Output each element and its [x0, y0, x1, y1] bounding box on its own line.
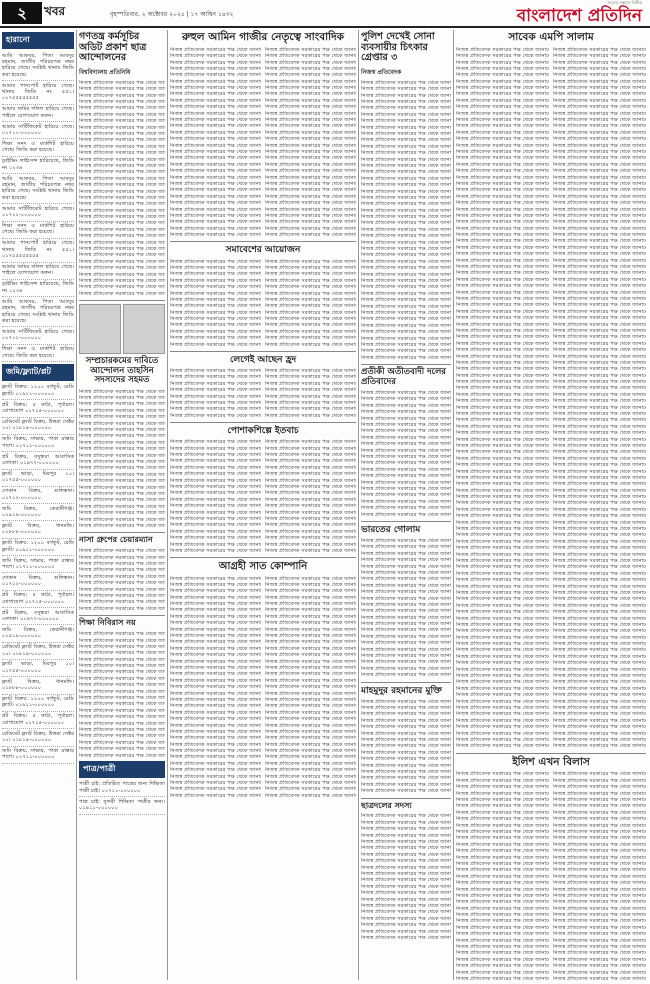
headline: পুলিশ দেখেই সোনা ব্যবসায়ীর চিৎকার গ্রেপ্তার ৩	[361, 31, 435, 64]
two-col-text	[170, 47, 356, 239]
two-col-text	[170, 368, 356, 419]
headline: আগ্রহী সাত কোম্পানি	[218, 561, 308, 573]
divider	[79, 615, 165, 616]
classified-item: দোকান বিক্রয়, গুলিস্তান। ০১৭১২-০০০০০০	[2, 573, 74, 590]
column-rule	[76, 30, 77, 980]
classified-item: রেডিমেট ফ্ল্যাট বিক্রয়, উত্তরা সেক্টর ১০। ০১৮১৯-০০০০০০	[2, 418, 74, 435]
headline: ইলিশ এখন বিলাস	[512, 755, 590, 768]
classified-item: আমি আকবর, পিতা আবদুর রহমান, জাতীয় পরিচয়পত্র নম্বর হারিয়ে গেছে। সংশ্লিষ্ট থানায় জিডি করা হয়েছে।	[2, 297, 74, 327]
article-body	[456, 771, 549, 980]
byline: নিজস্ব প্রতিবেদক	[361, 68, 402, 76]
headline: লেগেই আছেন হ্রদ	[229, 355, 297, 366]
classified-heading-lost: হারানো	[2, 32, 74, 49]
column-2	[79, 30, 165, 980]
classified-item: আমার জমির দলিল হারিয়ে গেছে। পাইলে যোগাযোগ করুন।	[2, 263, 74, 280]
article-body	[79, 389, 165, 530]
classified-item: পাত্র চাই: সুন্দরী শিক্ষিতা পাত্রীর জন্য। ০১৯১১-০০০০০০	[79, 797, 165, 814]
byline: বিশ্ববিদ্যালয় প্রতিনিধি	[79, 68, 131, 76]
column-5	[361, 30, 451, 980]
classified-item: জমি বিক্রয়, সাভার, পাকা রাস্তার পাশে। ০১৭১১-০০০০০০	[2, 435, 74, 452]
classified-item: ড্রাইভিং লাইসেন্স হারিয়েছে, জিডি নং ১২৩৪	[2, 280, 74, 297]
classified-item: দোকান বিক্রয়, গুলিস্তান। ০১৭১২-০০০০০০	[2, 487, 74, 504]
classified-heading-matrimony: পাত্র/পাত্রী	[79, 761, 165, 778]
center-block	[170, 30, 356, 980]
classified-item: আমার সার্টিফিকেট হারিয়ে গেছে। ০১৭১১-০০০০০০	[2, 122, 74, 139]
classified-item: রেডিমেট ফ্ল্যাট বিক্রয়, উত্তরা সেক্টর ১০। ০১৮১৯-০০০০০০	[2, 643, 74, 660]
page-header	[0, 0, 650, 28]
headline: গণতন্ত্র কর্মসূচির অডিট প্রকাশ ছাত্র আন্দোলনের	[79, 31, 147, 64]
column-rule	[453, 30, 454, 980]
headline: শিক্ষা নিবিরাস নয়	[79, 618, 136, 628]
headline: ভারতের গোলাম	[361, 524, 421, 535]
article-body	[361, 699, 451, 795]
classified-item: আমার সার্টিফিকেট হারিয়ে গেছে। ০১৭১১-০০০০০০	[2, 327, 74, 344]
classified-item: শিক্ষা সনদ ও মার্কশিট হারিয়ে গেছে। জিডি করা হয়েছে।	[2, 139, 74, 156]
headline: সম্প্রচারকমের দাবিতে আন্দোলন তাহসিন সদস্যদের সহমত	[85, 356, 159, 386]
article-body	[170, 47, 261, 239]
divider	[79, 532, 165, 533]
classified-item: আমার জমির দলিল হারিয়ে গেছে। পাইলে যোগাযোগ করুন।	[2, 105, 74, 122]
divider	[170, 422, 356, 423]
divider	[361, 798, 451, 799]
two-col-text	[170, 576, 356, 800]
headline: রুহুল আমিন গাজীর নেতৃত্বে সাংবাদিক	[181, 31, 344, 43]
classified-item: শিক্ষা সনদ ও মার্কশিট হারিয়ে গেছে। জিডি করা হয়েছে।	[2, 345, 74, 362]
article-body	[170, 576, 261, 800]
classified-item: জমি বিক্রয়, সাভার, পাকা রাস্তার পাশে। ০১৭১১-০০০০০০	[2, 556, 74, 573]
logo-name: বাংলাদেশ প্রতিদিন	[516, 6, 642, 26]
divider	[361, 521, 451, 522]
headline: ছাত্রদলের সদস্য	[361, 800, 412, 810]
classified-item: শিক্ষা সনদ ও মার্কশিট হারিয়ে গেছে। জিডি করা হয়েছে।	[2, 222, 74, 239]
divider	[79, 300, 165, 301]
portrait-photo	[79, 304, 121, 354]
classified-item: ফ্ল্যাট ভাড়া, মিরপুর ১০। ০১৭৫৫-০০০০০০	[2, 660, 74, 677]
article-body	[170, 368, 261, 419]
headline: প্রতীকী অতীতবাদী দলের প্রতিবাদের	[361, 367, 446, 387]
classified-item: পাত্রী চাই: প্রতিষ্ঠিত পাত্রের জন্য শিক্ষিতা পাত্রী চাই। ০১৭১১-০০০০০০	[79, 780, 165, 797]
article-body	[361, 390, 451, 518]
article-body	[553, 771, 646, 980]
classified-item: আমি আকবর, পিতা আবদুর রহমান, জাতীয় পরিচয়পত্র নম্বর হারিয়ে গেছে। সংশ্লিষ্ট থানায় জিডি করা হয়েছে।	[2, 51, 74, 81]
article-body	[361, 813, 451, 941]
divider	[361, 682, 451, 683]
classified-item: ফ্ল্যাট বিক্রয়: ১২০০ বর্গফুট, রেডি ফ্ল্যাট। ০১৯১১-০০০০০০	[2, 539, 74, 556]
headline: মাহমুদুর রহমানের মুক্তি	[361, 685, 442, 696]
article-body	[265, 47, 356, 239]
classified-item: জমি বিক্রয়, সাভার, পাকা রাস্তার পাশে। ০১৭১১-০০০০০০	[2, 747, 74, 764]
column-rule	[358, 30, 359, 980]
article-body	[553, 47, 646, 750]
classified-item: রেডিমেট ফ্ল্যাট বিক্রয়, উত্তরা সেক্টর ১০। ০১৮১৯-০০০০০০	[2, 729, 74, 746]
logo-tagline: সত্যের সন্ধানে নির্ভীক	[607, 0, 642, 5]
two-col-text	[170, 259, 356, 348]
photo-pair	[79, 304, 165, 354]
classified-item: আমার পাসপোর্ট হারিয়ে গেছে। থানায় জিডি নং ৫৫১। ০১৭৫৫৫৫৫৫৫৫	[2, 239, 74, 263]
classified-item: জমি বিক্রয়, কেরানীগঞ্জ। ০১৯১৯-০০০০০০	[2, 625, 74, 642]
dateline: বৃহস্পতিবার, ২ অক্টোবর ২০২৫ | ১৭ আশ্বিন ১৪৩২	[110, 11, 234, 18]
classified-item: ফ্ল্যাট বিক্রয়: ১২০০ বর্গফুট, রেডি ফ্ল্যাট। ০১৯১১-০০০০০০	[2, 383, 74, 400]
article-body	[265, 439, 356, 554]
classified-item: ড্রাইভিং লাইসেন্স হারিয়েছে, জিডি নং ১২৩৪	[2, 157, 74, 174]
divider	[361, 364, 451, 365]
classified-column	[2, 30, 74, 980]
classified-item: প্লট বিক্রয়: ৫ কাঠা, পূর্বাচল। যোগাযোগ ০১৭১৫-০০০০০০	[2, 712, 74, 729]
headline: সাবেক এমপি সালাম	[508, 31, 594, 43]
divider	[456, 753, 646, 754]
classified-item: ফ্ল্যাট বিক্রয়, ধানমন্ডি। ০১৮৮৮-০০০০০০	[2, 677, 74, 694]
classified-item: প্লট বিক্রয়, বসুন্ধরা আবাসিক এলাকা। ০১৯৭৭-০০০০০০	[2, 608, 74, 625]
article-body	[79, 80, 165, 297]
article-body	[265, 259, 356, 348]
column-rule	[167, 30, 168, 980]
portrait-photo	[123, 304, 165, 354]
classified-item: প্লট বিক্রয়: ৫ কাঠা, পূর্বাচল। যোগাযোগ ০১৭১৫-০০০০০০	[2, 400, 74, 417]
article-body	[361, 80, 451, 361]
article-body	[265, 576, 356, 800]
article-body	[170, 439, 261, 554]
classified-item: জমি বিক্রয়, কেরানীগঞ্জ। ০১৯১৯-০০০০০০	[2, 504, 74, 521]
divider	[170, 351, 356, 352]
classified-item: আমি আকবর, পিতা আবদুর রহমান, জাতীয় পরিচয়পত্র নম্বর হারিয়ে গেছে। সংশ্লিষ্ট থানায় জিডি করা হয়েছে।	[2, 174, 74, 204]
headline: সমাবেশের আয়োজন	[225, 245, 301, 256]
article-body	[456, 47, 549, 750]
masthead-logo	[517, 0, 642, 25]
section-name: খবর	[44, 4, 66, 18]
headline: পোশাকশিল্পে ইতবাচ	[227, 426, 299, 437]
headline: নাসা গ্রুপের চেয়ারম্যান	[79, 535, 153, 545]
article-body	[79, 548, 165, 612]
page-number: ২	[2, 2, 42, 24]
two-col-text	[456, 47, 646, 750]
classified-heading-property: জমি/ফ্ল্যাট/প্লট	[2, 364, 74, 381]
classified-item: ফ্ল্যাট বিক্রয়: ১২০০ বর্গফুট, রেডি ফ্ল্যাট। ০১৯১১-০০০০০০	[2, 695, 74, 712]
divider	[170, 241, 356, 242]
divider	[170, 557, 356, 558]
article-body	[361, 538, 451, 679]
classified-item: আমার সার্টিফিকেট হারিয়ে গেছে। ০১৭১১-০০০০০০	[2, 204, 74, 221]
two-col-text	[456, 771, 646, 980]
classified-item: ফ্ল্যাট বিক্রয়, ধানমন্ডি। ০১৮৮৮-০০০০০০	[2, 521, 74, 538]
article-body	[170, 259, 261, 348]
article-body	[265, 368, 356, 419]
classified-item: আমার পাসপোর্ট হারিয়ে গেছে। থানায় জিডি নং ৫৫১। ০১৭৫৫৫৫৫৫৫৫	[2, 81, 74, 105]
classified-item: প্লট বিক্রয়: ৫ কাঠা, পূর্বাচল। যোগাযোগ ০১৭১৫-০০০০০০	[2, 591, 74, 608]
two-col-text	[170, 439, 356, 554]
right-block	[456, 30, 646, 980]
classified-item: ফ্ল্যাট ভাড়া, মিরপুর ১০। ০১৭৫৫-০০০০০০	[2, 470, 74, 487]
article-body	[79, 631, 165, 759]
classified-item: প্লট বিক্রয়, বসুন্ধরা আবাসিক এলাকা। ০১৯৭৭-০০০০০০	[2, 452, 74, 469]
